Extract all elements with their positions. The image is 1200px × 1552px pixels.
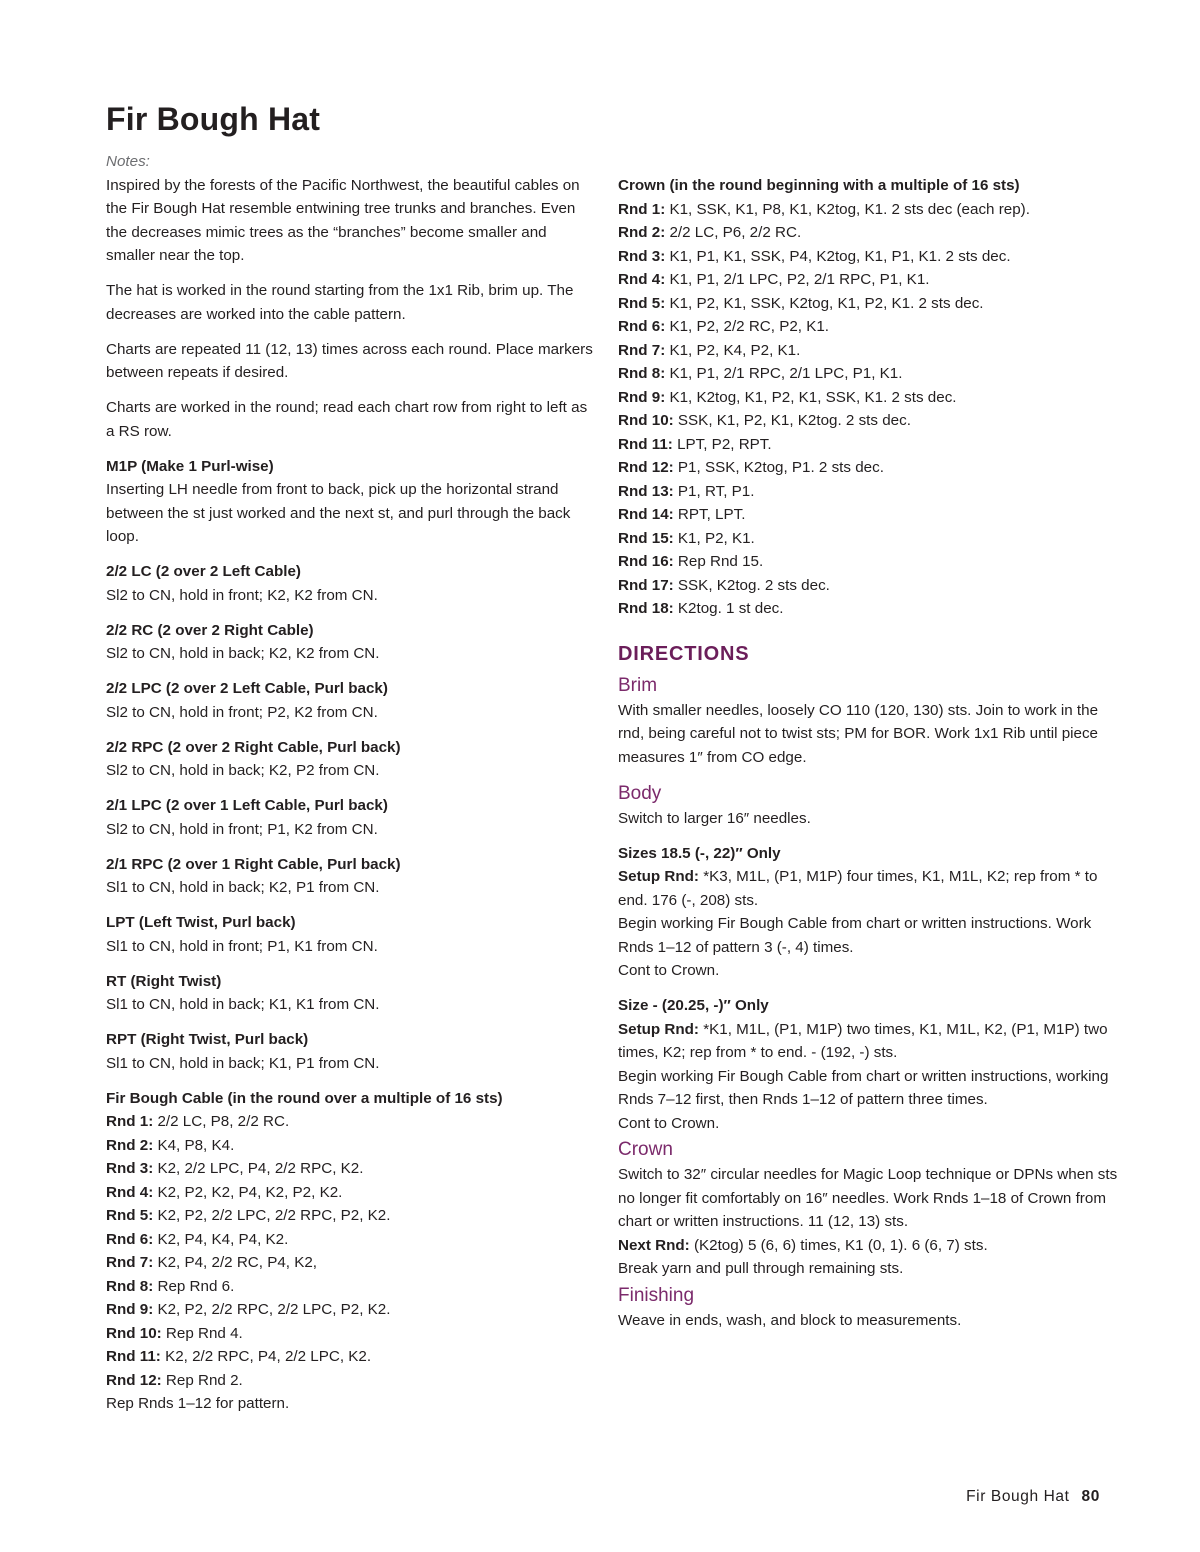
round-label: Rnd 6: [618,318,666,335]
abbreviation-text: Sl2 to CN, hold in front; P2, K2 from CN. [106,703,378,721]
running-title: Fir Bough Hat [966,1488,1070,1505]
round-line [618,480,1118,504]
abbreviation-list [106,455,596,1076]
round-line [618,550,1118,574]
round-line [618,221,1118,245]
round-line [618,597,1118,621]
round-label: Rnd 3: [618,247,666,265]
abbreviation-text: Sl1 to CN, hold in back; K1, P1 from CN. [106,1054,380,1072]
abbreviation-heading: 2/2 LC (2 over 2 Left Cable) [106,563,301,580]
round-line [106,1181,596,1205]
round-instruction: K1, P2, K4, P2, K1. [665,341,801,359]
cable-rounds-list [106,1110,596,1392]
round-instruction: LPT, P2, RPT. [672,435,772,453]
left-column [106,150,596,1416]
round-label: Rnd 7: [618,341,666,359]
round-instruction: Rep Rnd 15. [673,553,764,570]
size-20-line: Cont to Crown. [618,1114,720,1132]
round-label: Rnd 8: [618,365,666,382]
round-instruction: 2/2 LC, P6, 2/2 RC. [665,224,802,241]
abbreviation-text: Sl2 to CN, hold in front; K2, K2 from CN. [106,586,378,604]
round-line [618,574,1118,598]
size-20-line: Begin working Fir Bough Cable from chart or written instructions, working Rnds 7–12 first, then Rnds 1–12 of pattern three times. [618,1067,1109,1108]
round-line [618,433,1118,457]
fir-bough-cable-section [106,1087,596,1416]
abbreviation-heading: 2/2 RC (2 over 2 Right Cable) [106,621,314,639]
size-18-heading: Sizes 18.5 (-, 22)″ Only [618,844,781,862]
round-instruction: K2, P2, K2, P4, K2, P2, K2. [153,1183,343,1201]
round-line [106,1251,596,1275]
abbreviation-text: Sl1 to CN, hold in back; K2, P1 from CN. [106,879,380,896]
round-line [106,1298,596,1322]
round-label: Rnd 5: [106,1207,154,1224]
round-label: Rnd 13: [618,482,674,500]
round-label: Rnd 1: [618,200,666,218]
round-line [106,1228,596,1252]
abbreviation-entry [106,794,596,841]
round-instruction: K2, P4, K4, P4, K2. [153,1230,289,1248]
setup-text: *K1, M1L, (P1, M1P) two times, K1, M1L, K2, (P1, M1P) two times, K2; rep from * to end. - (192, -) sts. [618,1020,1108,1061]
setup-label: Setup Rnd: [618,868,699,885]
round-instruction: P1, SSK, K2tog, P1. 2 sts dec. [673,459,884,476]
size-18-line: Begin working Fir Bough Cable from chart or written instructions. Work Rnds 1–12 of pattern 3 (-, 4) times. [618,915,1092,956]
abbreviation-text: Sl2 to CN, hold in back; K2, K2 from CN. [106,645,380,662]
round-line [618,362,1118,386]
round-instruction: K1, P1, 2/1 LPC, P2, 2/1 RPC, P1, K1. [665,271,930,288]
round-label: Rnd 2: [618,224,666,241]
finishing-heading: Finishing [618,1284,695,1306]
round-instruction: SSK, K2tog. 2 sts dec. [673,576,830,594]
abbreviation-entry [106,736,596,783]
round-label: Rnd 17: [618,576,674,594]
abbreviation-heading: 2/1 RPC (2 over 1 Right Cable, Purl back) [106,855,401,873]
round-label: Rnd 12: [618,459,674,476]
round-line [618,245,1118,269]
round-line [618,268,1118,292]
brim-heading: Brim [618,674,658,696]
round-line [106,1322,596,1346]
abbreviation-entry [106,1028,596,1075]
round-label: Rnd 12: [106,1371,162,1389]
round-label: Rnd 14: [618,506,674,523]
round-line [618,315,1118,339]
next-round-label: Next Rnd: [618,1236,690,1254]
abbreviation-heading: 2/1 LPC (2 over 1 Left Cable, Purl back) [106,797,388,814]
page-footer [966,1488,1100,1506]
abbreviation-heading: RPT (Right Twist, Purl back) [106,1031,309,1048]
abbreviation-text: Sl1 to CN, hold in back; K1, K1 from CN. [106,996,380,1013]
crown-next-round [618,1234,1118,1258]
crown-text: Switch to 32″ circular needles for Magic Loop technique or DPNs when sts no longer fit comfortably on 16″ needles. Work Rnds 1–18 of Crown from chart or written instructions. 11 (12, 13) sts. [618,1166,1118,1230]
notes-paragraph: The hat is worked in the round starting from the 1x1 Rib, brim up. The decreases are worked into the cable pattern. [106,282,574,323]
notes-paragraph: Inspired by the forests of the Pacific Northwest, the beautiful cables on the Fir Bough Hat resemble entwining tree trunks and branches. Even the decreases mimic trees as the “branches” become smaller and smaller near the top. [106,176,580,264]
round-instruction: P1, RT, P1. [673,482,755,500]
round-label: Rnd 3: [106,1160,154,1177]
round-instruction: K1, SSK, K1, P8, K1, K2tog, K1. 2 sts dec (each rep). [665,200,1030,218]
round-line [106,1204,596,1228]
size-18-setup [618,865,1118,912]
round-line [618,527,1118,551]
cable-repeat-note: Rep Rnds 1–12 for pattern. [106,1395,290,1412]
crown-chart-section [618,174,1118,621]
round-instruction: K1, P2, K1. [673,529,755,547]
size-18-line: Cont to Crown. [618,962,720,979]
finishing-text: Weave in ends, wash, and block to measurements. [618,1311,962,1329]
round-label: Rnd 6: [106,1230,154,1248]
round-label: Rnd 1: [106,1113,154,1130]
round-label: Rnd 11: [618,435,673,453]
page-number: 80 [1081,1488,1100,1505]
round-line [106,1134,596,1158]
brim-text: With smaller needles, loosely CO 110 (120, 130) sts. Join to work in the rnd, being careful not to twist sts; PM for BOR. Work 1x1 Rib until piece measures 1″ from CO edge. [618,701,1099,766]
round-instruction: K1, P2, 2/2 RC, P2, K1. [665,318,830,335]
round-instruction: Rep Rnd 4. [161,1324,243,1342]
round-label: Rnd 2: [106,1136,154,1154]
round-label: Rnd 18: [618,600,674,617]
round-instruction: K1, P1, 2/1 RPC, 2/1 LPC, P1, K1. [665,365,903,382]
notes-paragraph: Charts are worked in the round; read each chart row from right to left as a RS row. [106,399,588,440]
round-instruction: K2, P2, 2/2 LPC, 2/2 RPC, P2, K2. [153,1207,391,1224]
abbreviation-text: Sl2 to CN, hold in front; P1, K2 from CN. [106,820,378,838]
crown-heading: Crown [618,1139,673,1160]
round-label: Rnd 11: [106,1348,161,1365]
abbreviation-text: Sl2 to CN, hold in back; K2, P2 from CN. [106,762,380,779]
round-instruction: 2/2 LC, P8, 2/2 RC. [153,1113,290,1130]
abbreviation-entry [106,677,596,724]
setup-label: Setup Rnd: [618,1020,699,1038]
abbreviation-entry [106,619,596,666]
round-instruction: K2, 2/2 LPC, P4, 2/2 RPC, K2. [153,1160,364,1177]
round-label: Rnd 4: [618,271,666,288]
next-round-text: (K2tog) 5 (6, 6) times, K1 (0, 1). 6 (6, 7) sts. [689,1236,988,1254]
round-instruction: K4, P8, K4. [153,1136,235,1154]
round-line [106,1369,596,1393]
round-line [106,1157,596,1181]
round-instruction: SSK, K1, P2, K1, K2tog. 2 sts dec. [673,412,911,429]
round-line [618,339,1118,363]
round-instruction: RPT, LPT. [673,506,746,523]
abbreviation-heading: 2/2 LPC (2 over 2 Left Cable, Purl back) [106,680,388,697]
abbreviation-heading: RT (Right Twist) [106,972,222,990]
round-instruction: K2tog. 1 st dec. [673,600,784,617]
round-line [106,1345,596,1369]
abbreviation-entry [106,970,596,1017]
abbreviation-text: Inserting LH needle from front to back, pick up the horizontal strand between the st just worked and the next st, and purl through the back loop. [106,481,571,545]
crown-chart-heading: Crown (in the round beginning with a multiple of 16 sts) [618,177,1020,194]
round-line [106,1275,596,1299]
abbreviation-heading: M1P (Make 1 Purl-wise) [106,457,274,475]
round-label: Rnd 5: [618,294,666,312]
round-instruction: Rep Rnd 6. [153,1277,235,1295]
round-line [618,409,1118,433]
abbreviation-entry [106,853,596,900]
round-label: Rnd 15: [618,529,674,547]
round-label: Rnd 8: [106,1277,154,1295]
round-instruction: K1, P1, K1, SSK, P4, K2tog, K1, P1, K1. 2 sts dec. [665,247,1011,265]
round-label: Rnd 7: [106,1254,154,1271]
size-20-heading: Size - (20.25, -)″ Only [618,997,769,1014]
fir-bough-cable-heading: Fir Bough Cable (in the round over a multiple of 16 sts) [106,1089,503,1107]
abbreviation-entry [106,911,596,958]
round-instruction: K2, 2/2 RPC, P4, 2/2 LPC, K2. [160,1348,372,1365]
round-line [618,456,1118,480]
round-instruction: K1, P2, K1, SSK, K2tog, K1, P2, K1. 2 sts dec. [665,294,984,312]
round-label: Rnd 9: [618,388,666,406]
round-instruction: K2, P4, 2/2 RC, P4, K2, [153,1254,318,1271]
crown-break-text: Break yarn and pull through remaining sts. [618,1260,904,1277]
round-label: Rnd 10: [618,412,674,429]
round-instruction: Rep Rnd 2. [161,1371,243,1389]
abbreviation-text: Sl1 to CN, hold in front; P1, K1 from CN. [106,937,378,955]
setup-text: *K3, M1L, (P1, M1P) four times, K1, M1L, K2; rep from * to end. 176 (-, 208) sts. [618,868,1098,909]
round-line [618,198,1118,222]
abbreviation-entry [106,560,596,607]
round-label: Rnd 10: [106,1324,162,1342]
round-label: Rnd 9: [106,1301,154,1318]
notes-paragraph: Charts are repeated 11 (12, 13) times across each round. Place markers between repeats if desired. [106,340,593,381]
right-column [618,174,1118,1332]
abbreviation-heading: LPT (Left Twist, Purl back) [106,914,296,931]
body-heading: Body [618,782,662,804]
notes-label: Notes: [106,153,150,170]
directions-heading: DIRECTIONS [618,642,750,665]
round-instruction: K1, K2tog, K1, P2, K1, SSK, K1. 2 sts dec. [665,388,957,406]
abbreviation-entry [106,455,596,549]
round-label: Rnd 16: [618,553,674,570]
crown-rounds-list [618,198,1118,621]
round-line [618,386,1118,410]
page-title: Fir Bough Hat [106,101,321,137]
size-20-setup [618,1018,1118,1065]
round-line [618,292,1118,316]
body-text: Switch to larger 16″ needles. [618,809,811,827]
round-line [106,1110,596,1134]
round-line [618,503,1118,527]
round-instruction: K2, P2, 2/2 RPC, 2/2 LPC, P2, K2. [153,1301,391,1318]
round-label: Rnd 4: [106,1183,154,1201]
abbreviation-heading: 2/2 RPC (2 over 2 Right Cable, Purl back) [106,738,401,756]
